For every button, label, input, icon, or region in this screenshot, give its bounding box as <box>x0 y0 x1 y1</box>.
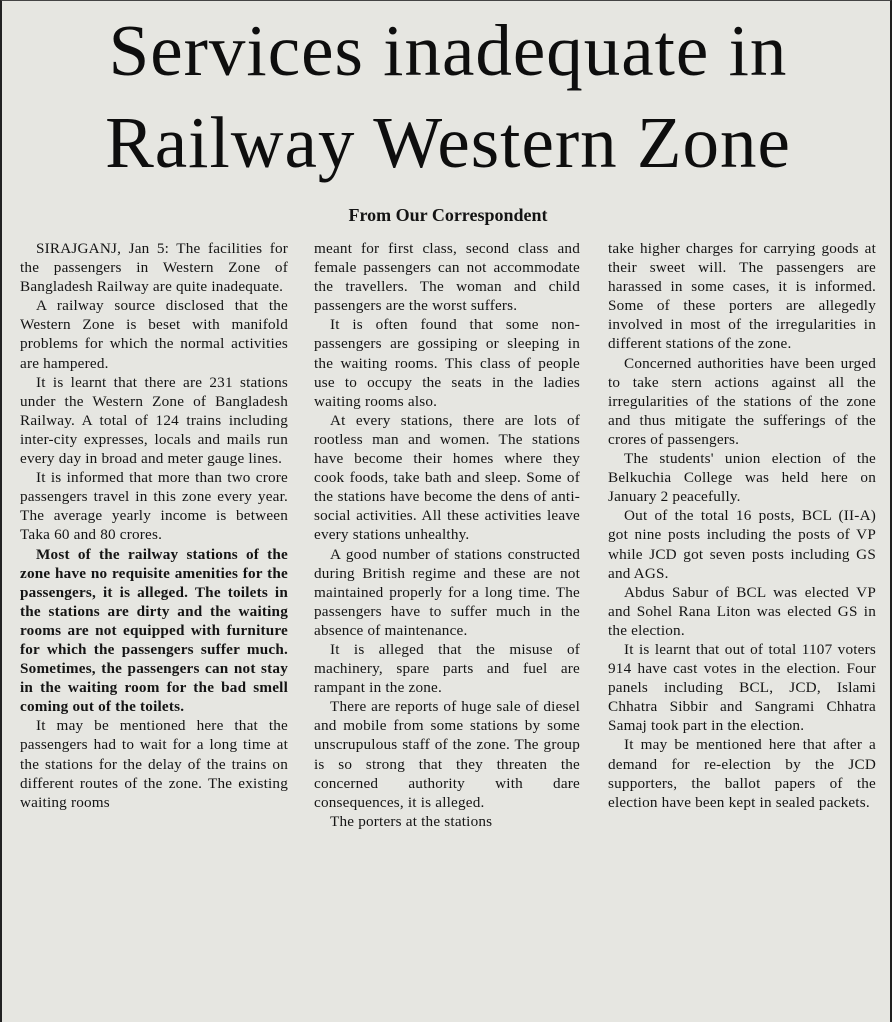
paragraph: Abdus Sabur of BCL was elected VP and Sohel Rana Liton was elected GS in the election. <box>608 583 876 639</box>
paragraph: meant for first class, second class and female passengers can not accommodate the travellers. The woman and child passengers are the worst suffers. <box>314 240 580 315</box>
paragraph: A good number of stations constructed during British regime and these are not maintained properly for a long time. The passengers have to suffer much in the absence of maintenance. <box>314 545 580 639</box>
article-column-3 <box>608 239 876 1019</box>
paragraph: It is often found that some non-passengers are gossiping or sleeping in the waiting rooms. This class of people use to occupy the seats in the ladies waiting rooms also. <box>314 316 580 410</box>
paragraph: There are reports of huge sale of diesel and mobile from some stations by some unscrupulous staff of the zone. The group is so strong that they threaten the concerned authority with dare consequences, it is alleged. <box>314 698 580 811</box>
article-column-1 <box>20 239 288 1019</box>
byline: From Our Correspondent <box>348 205 548 225</box>
paragraph: It is alleged that the misuse of machinery, spare parts and fuel are rampant in the zone. <box>314 640 580 697</box>
paragraph: SIRAJGANJ, Jan 5: The facilities for the passengers in Western Zone of Bangladesh Railway are quite inadequate. <box>20 240 288 296</box>
paragraph: It is learnt that out of total 1107 voters 914 have cast votes in the election. Four panels including BCL, JCD, Islami Chhatra Sibbir and Sangrami Chhatra Samaj took part in the election. <box>608 640 876 735</box>
headline-line-1: Services inadequate in <box>108 10 788 91</box>
paragraph: A railway source disclosed that the Western Zone is beset with manifold problems for which the normal activities are hampered. <box>20 297 288 372</box>
paragraph: At every stations, there are lots of rootless man and women. The stations have become their homes where they cook foods, take bath and sleep. Some of the stations have become the dens of anti-social activities. All these activities leave every stations unhealthy. <box>314 411 580 544</box>
paragraph: It is informed that more than two crore passengers travel in this zone every year. The average yearly income is between Taka 60 and 80 crores. <box>20 469 288 544</box>
paragraph: The porters at the stations <box>330 812 493 830</box>
paragraph: Concerned authorities have been urged to take stern actions against all the irregularities of the stations of the zone and thus mitigate the sufferings of the crores of passengers. <box>608 354 876 448</box>
headline-line-2: Railway Western Zone <box>105 102 791 183</box>
paragraph: Out of the total 16 posts, BCL (II-A) got nine posts including the posts of VP while JCD got seven posts including GS and AGS. <box>608 507 876 582</box>
paragraph: Most of the railway stations of the zone have no requisite amenities for the passengers, it is alleged. The toilets in the stations are dirty and the waiting rooms are not equipped with furniture for which the passengers suffer much. Sometimes, the passengers can not stay in the waiting room for the bad smell coming out of the toilets. <box>20 545 288 716</box>
paragraph: It may be mentioned here that the passengers had to wait for a long time at the stations for the delay of the trains on different routes of the zone. The existing waiting rooms <box>20 717 288 811</box>
headline <box>2 5 892 189</box>
article-column-2 <box>314 239 580 1019</box>
paragraph: The students' union election of the Belkuchia College was held here on January 2 peacefully. <box>608 450 876 506</box>
paragraph: take higher charges for carrying goods at their sweet will. The passengers are harassed in some cases, it is informed. Some of these porters are allegedly involved in most of the irregularities in different stations of the zone. <box>608 240 876 353</box>
paragraph: It may be mentioned here that after a demand for re-election by the JCD supporters, the ballot papers of the election have been kept in sealed packets. <box>608 736 876 811</box>
paragraph: It is learnt that there are 231 stations under the Western Zone of Bangladesh Railway. A total of 124 trains including inter-city expresses, locals and mails run every day in broad and meter gauge lines. <box>20 373 288 468</box>
